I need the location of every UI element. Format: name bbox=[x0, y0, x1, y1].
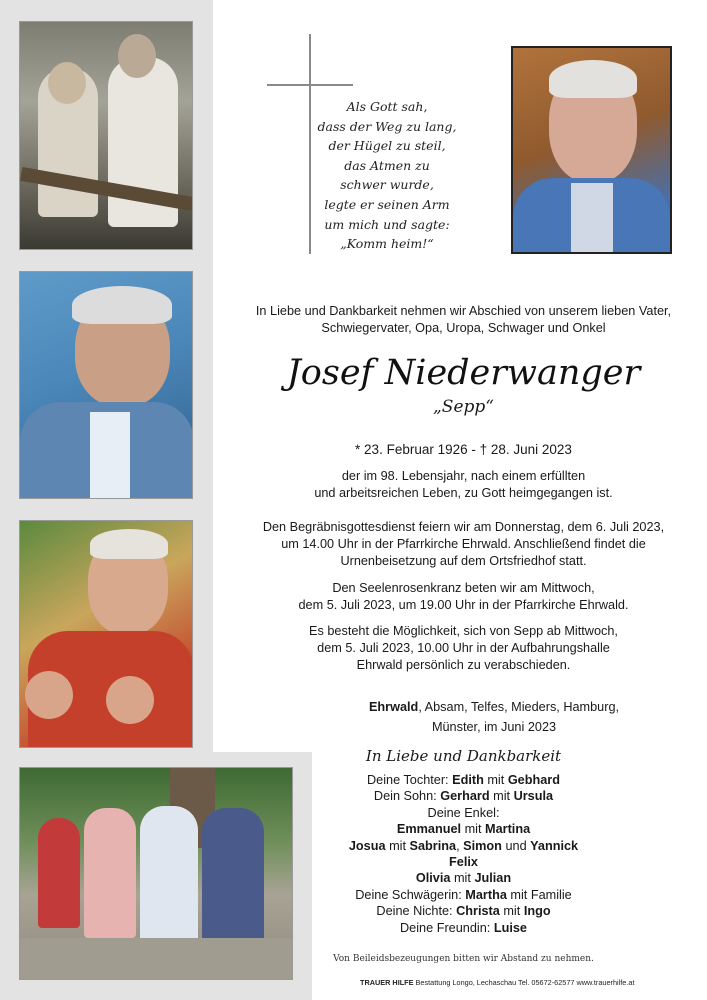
age-line: und arbeitsreichen Leben, zu Gott heimgegangen ist. bbox=[314, 486, 613, 500]
mourners-heading: In Liebe und Dankbarkeit bbox=[365, 747, 562, 765]
life-dates: * 23. Februar 1926 - † 28. Juni 2023 bbox=[355, 442, 572, 457]
rosary-line: Den Seelenrosenkranz beten wir am Mittwoch, bbox=[332, 581, 595, 595]
funeral-text bbox=[240, 519, 687, 570]
mourner-row: Deine Nichte: Christa mit Ingo bbox=[376, 904, 551, 919]
photo-portrait-elderly-man bbox=[511, 46, 672, 254]
age-line: der im 98. Lebensjahr, nach einem erfüllten bbox=[341, 469, 586, 483]
poem-line: um mich und sagte: bbox=[324, 216, 450, 232]
place-date bbox=[340, 697, 648, 737]
mourner-row: Deine Tochter: Edith mit Gebhard bbox=[367, 773, 560, 787]
place-line2: Münster, im Juni 2023 bbox=[431, 720, 557, 734]
funeral-line: Den Begräbnisgottesdienst feiern wir am Donnerstag, dem 6. Juli 2023, bbox=[262, 520, 665, 534]
poem-line: Als Gott sah, bbox=[346, 99, 428, 114]
poem-line: das Atmen zu bbox=[344, 157, 430, 173]
funeral-line: Urnenbeisetzung auf dem Ortsfriedhof statt. bbox=[340, 554, 587, 568]
poem bbox=[315, 97, 459, 254]
nickname: „Sepp“ bbox=[433, 397, 494, 417]
intro-line: In Liebe und Dankbarkeit nehmen wir Abschied von unserem lieben Vater, bbox=[255, 304, 672, 318]
condolence-note: Von Beileidsbezeugungen bitten wir Abstand zu nehmen. bbox=[333, 954, 594, 964]
mourner-row: Dein Sohn: Gerhard mit Ursula bbox=[373, 789, 554, 804]
intro-line: Schwiegervater, Opa, Uropa, Schwager und Onkel bbox=[321, 321, 606, 335]
photo-young-couple bbox=[19, 21, 193, 250]
cross-icon-horizontal bbox=[267, 84, 353, 86]
place-rest: , Absam, Telfes, Mieders, Hamburg, bbox=[418, 700, 620, 714]
mourner-row: Josua mit Sabrina, Simon und Yannick bbox=[348, 838, 579, 853]
cross-icon-vertical bbox=[309, 34, 311, 254]
poem-line: „Komm heim!“ bbox=[340, 236, 434, 252]
farewell-line: dem 5. Juli 2023, 10.00 Uhr in der Aufbahrungshalle bbox=[317, 641, 610, 655]
mourner-row: Olivia mit Julian bbox=[415, 871, 512, 886]
funeral-line: um 14.00 Uhr in der Pfarrkirche Ehrwald. Anschließend findet die bbox=[281, 537, 646, 551]
rosary-line: dem 5. Juli 2023, um 19.00 Uhr in der Pfarrkirche Ehrwald. bbox=[298, 598, 629, 612]
farewell-line: Es besteht die Möglichkeit, sich von Sepp ab Mittwoch, bbox=[309, 624, 618, 638]
footer-brand: TRAUER HILFE bbox=[360, 978, 414, 987]
place-bold: Ehrwald bbox=[368, 700, 419, 714]
age-text bbox=[240, 468, 687, 502]
poem-line: schwer wurde, bbox=[340, 177, 434, 193]
mourner-row: Deine Freundin: Luise bbox=[400, 920, 527, 935]
rosary-text bbox=[240, 580, 687, 614]
photo-man-red-jacket bbox=[19, 520, 193, 748]
intro-text bbox=[240, 303, 687, 337]
mourner-row: Deine Enkel: bbox=[427, 805, 500, 820]
footer-undertaker bbox=[360, 978, 690, 987]
poem-line: legte er seinen Arm bbox=[324, 196, 450, 212]
farewell-text bbox=[240, 623, 687, 674]
mourner-row: Emmanuel mit Martina bbox=[396, 822, 531, 837]
mourner-row: Deine Schwägerin: Martha mit Familie bbox=[355, 887, 572, 902]
farewell-line: Ehrwald persönlich zu verabschieden. bbox=[356, 658, 571, 672]
mourners-list bbox=[240, 772, 687, 936]
footer-contact: Bestattung Longo, Lechaschau Tel. 05672-62577 www.trauerhilfe.at bbox=[413, 978, 635, 987]
poem-line: der Hügel zu steil, bbox=[328, 138, 446, 154]
deceased-name: Josef Niederwanger bbox=[286, 353, 641, 393]
photo-man-glasses-blue bbox=[19, 271, 193, 499]
poem-line: dass der Weg zu lang, bbox=[317, 118, 457, 134]
mourner-row: Felix bbox=[449, 855, 478, 870]
